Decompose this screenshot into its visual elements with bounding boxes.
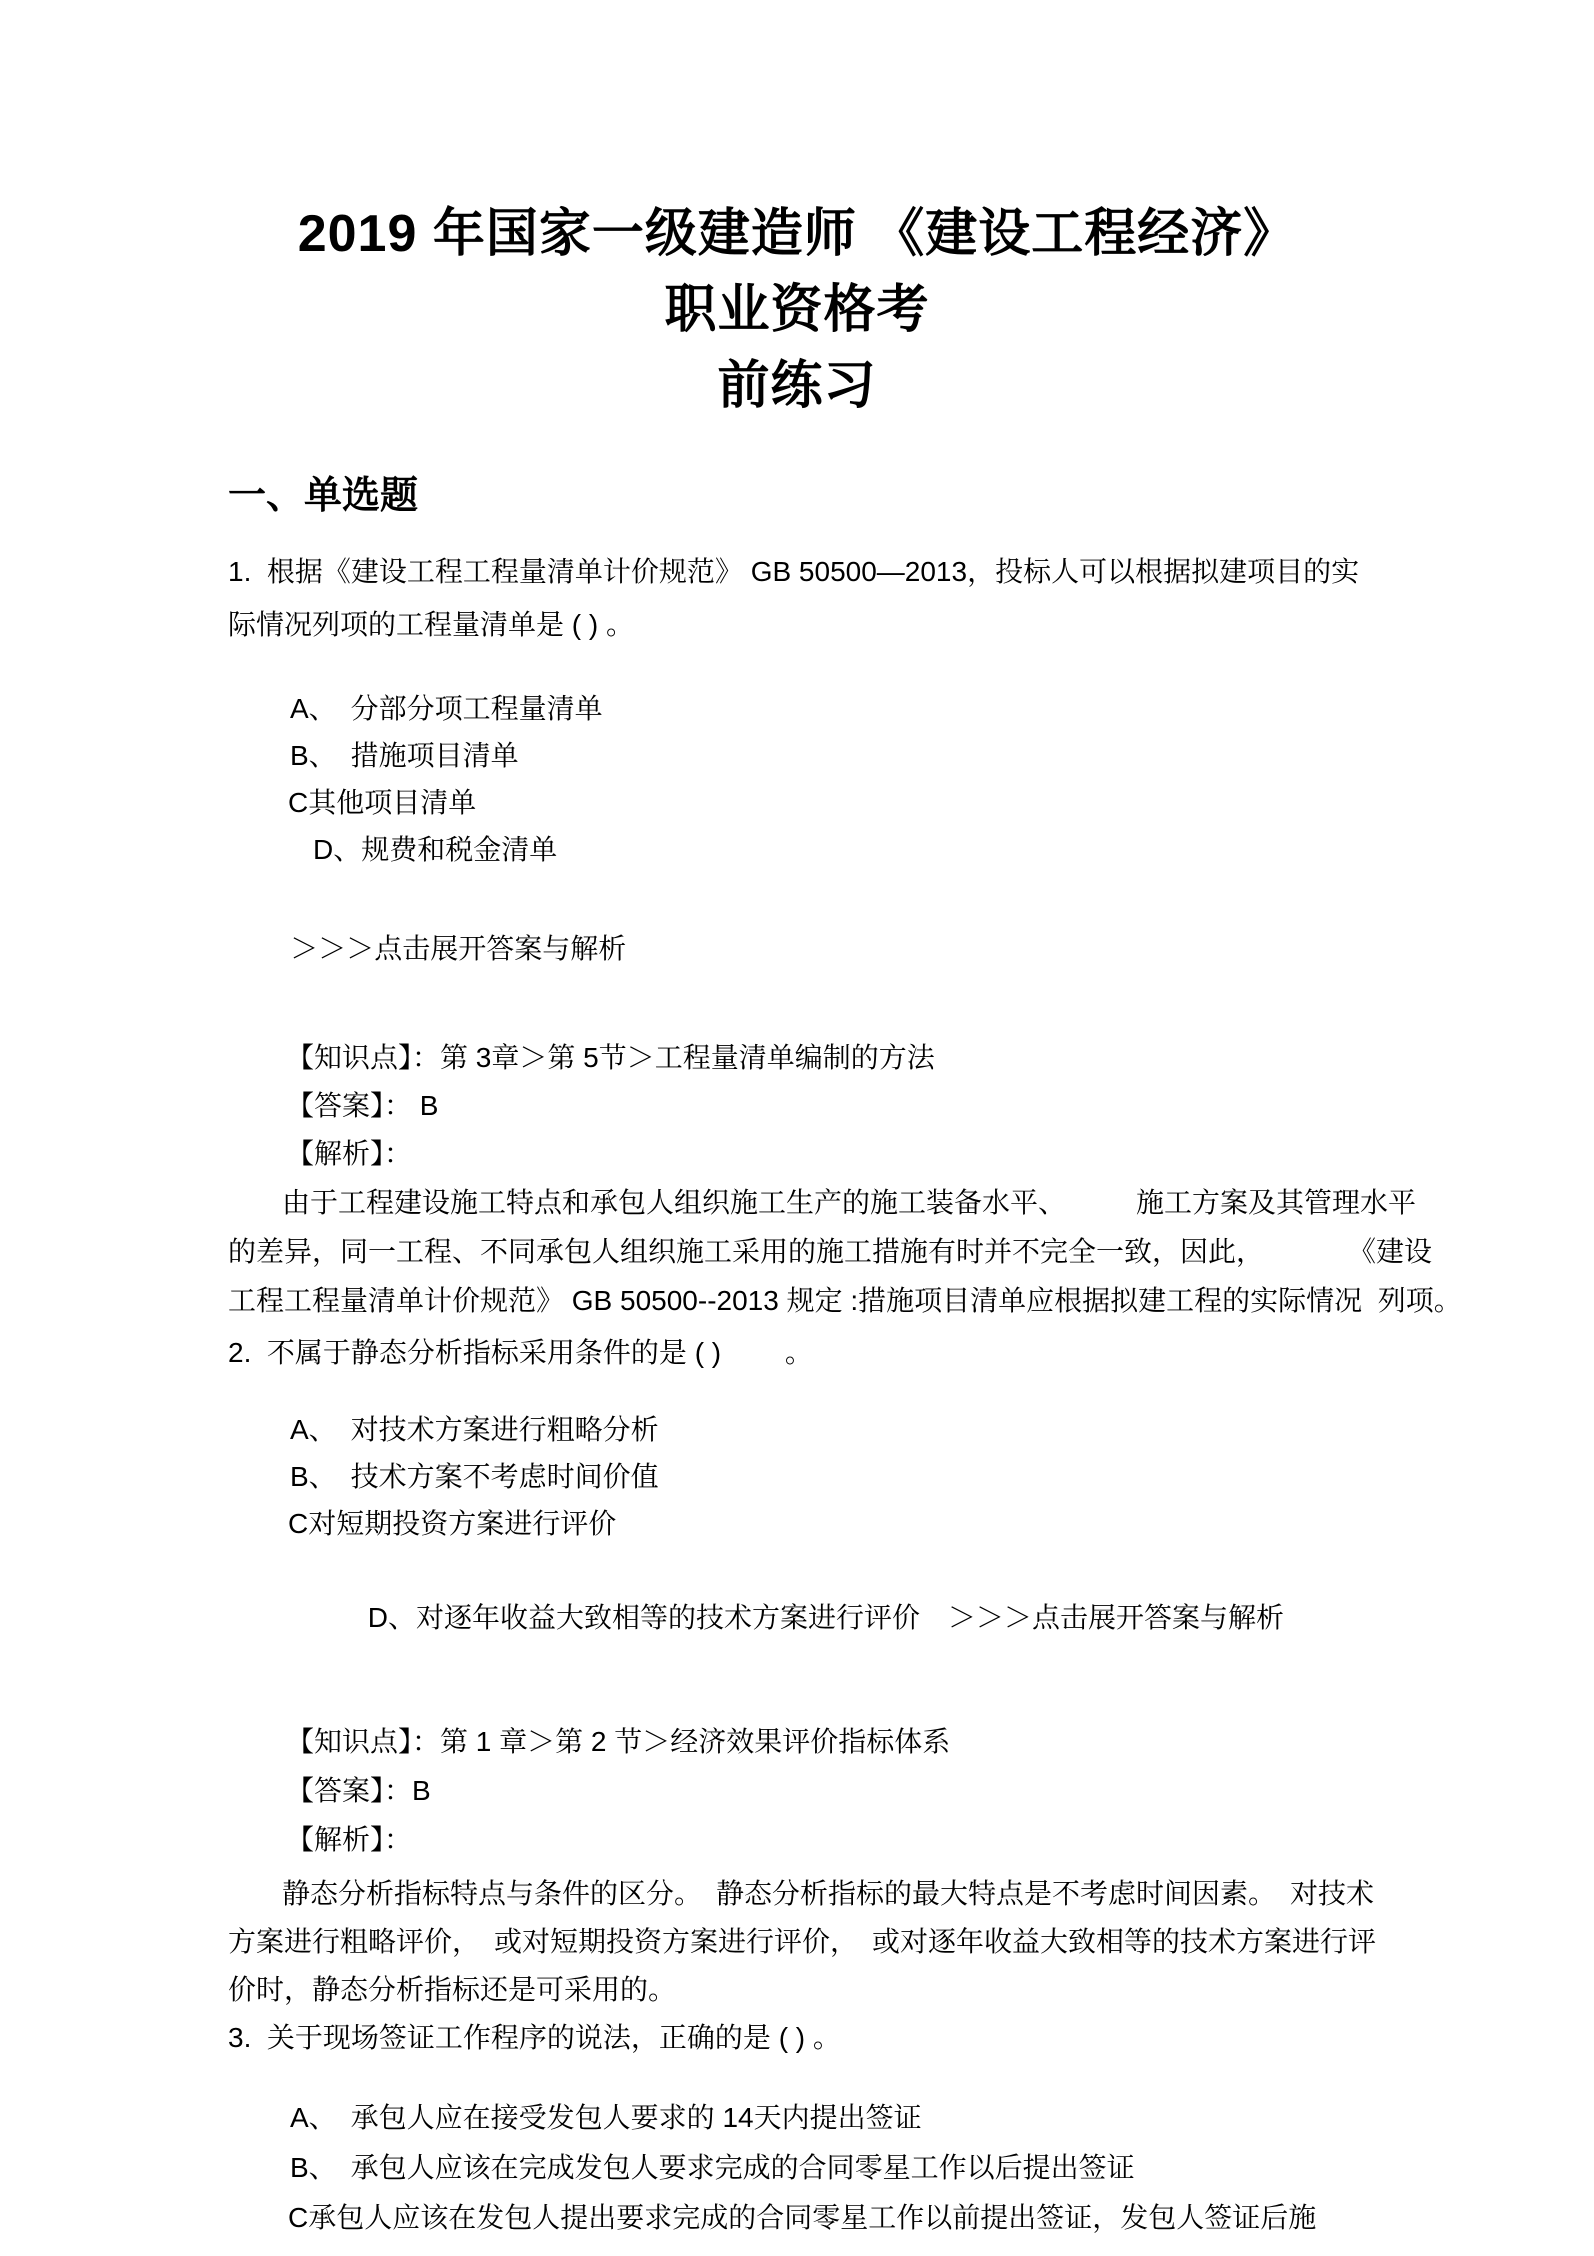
option-b: B、 技术方案不考虑时间价值 — [290, 1461, 659, 1492]
option-d-text: D、对逐年收益大致相等的技术方案进行评价 — [367, 1602, 921, 1633]
option-b: B、 措施项目清单 — [290, 740, 519, 771]
explanation-line: 静态分析指标特点与条件的区分。 静态分析指标的最大特点是不考虑时间因素。 对技术 — [282, 1878, 1375, 1909]
doc-title-line-1: 2019 年国家一级建造师 《建设工程经济》 — [297, 205, 1297, 263]
explanation-line: 由于工程建设施工特点和承包人组织施工生产的施工装备水平、 施工方案及其管理水平 — [282, 1187, 1417, 1218]
question-stem — [228, 2014, 1594, 2062]
option-c: C承包人应该在发包人提出要求完成的合同零星工作以前提出签证，发包人签证后施 — [288, 2202, 1317, 2233]
explanation-line: 的差异，同一工程、不同承包人组织施工采用的施工措施有时并不完全一致，因此， 《建设 — [228, 1236, 1433, 1267]
question-1 — [228, 545, 1594, 1325]
explanation-line: 价时，静态分析指标还是可采用的。 — [228, 1974, 677, 2005]
option-d: D、规费和税金清单 — [313, 834, 558, 865]
expand-answer-link[interactable]: ＞＞＞点击展开答案与解析 — [948, 1602, 1285, 1633]
doc-title — [0, 0, 1594, 424]
expand-answer-row — [228, 878, 1594, 1019]
doc-title-line-3: 前练习 — [717, 357, 877, 415]
answer-block — [286, 1717, 1594, 1864]
question-stem-line: 1. 根据《建设工程工程量清单计价规范》 GB 50500—2013，投标人可以根据拟建项目的实 — [228, 556, 1360, 587]
question-stem-line: 3. 关于现场签证工作程序的说法，正确的是 ( ) 。 — [228, 2022, 841, 2053]
explanation — [228, 1870, 1594, 2014]
answer-block — [286, 1034, 1594, 1178]
explanation-line: 工程工程量清单计价规范》 GB 50500--2013 规定 :措施项目清单应根据拟建工程的实际情况 列项。 — [228, 1285, 1462, 1316]
knowledge-point-line: 【知识点】：第 3章＞第 5节＞工程量清单编制的方法 — [286, 1042, 935, 1073]
analysis-label: 【解析】： — [286, 1138, 413, 1169]
question-stem-line: 2. 不属于静态分析指标采用条件的是 ( ) 。 — [228, 1337, 813, 1368]
question-3 — [228, 2014, 1594, 2243]
answer-line: 【答案】： B — [286, 1090, 439, 1121]
analysis-label: 【解析】： — [286, 1824, 413, 1855]
document-body — [0, 470, 1594, 2243]
question-stem — [228, 1329, 1594, 1377]
question-stem — [228, 545, 1594, 651]
options-list — [228, 2093, 1594, 2243]
explanation-line: 方案进行粗略评价， 或对短期投资方案进行评价， 或对逐年收益大致相等的技术方案进行评 — [228, 1926, 1377, 1957]
option-a: A、 对技术方案进行粗略分析 — [290, 1414, 659, 1445]
expand-answer-link[interactable]: ＞＞＞点击展开答案与解析 — [290, 933, 627, 964]
option-c: C其他项目清单 — [288, 787, 477, 818]
doc-title-line-2: 职业资格考 — [664, 281, 930, 339]
answer-line: 【答案】：B — [286, 1775, 431, 1806]
option-b: B、 承包人应该在完成发包人要求完成的合同零星工作以后提出签证 — [290, 2152, 1135, 2183]
explanation — [228, 1178, 1594, 1325]
option-a: A、 分部分项工程量清单 — [290, 693, 603, 724]
question-stem-line: 际情况列项的工程量清单是 ( ) 。 — [228, 609, 634, 640]
options-list — [228, 1406, 1594, 1688]
knowledge-point-line: 【知识点】：第 1 章＞第 2 节＞经济效果评价指标体系 — [286, 1726, 951, 1757]
option-a: A、 承包人应在接受发包人要求的 14天内提出签证 — [290, 2102, 922, 2133]
option-d — [290, 1547, 1594, 1688]
section-heading: 一、单选题 — [228, 475, 419, 517]
question-2 — [228, 1329, 1594, 2014]
options-list — [228, 685, 1594, 873]
option-c: C对短期投资方案进行评价 — [288, 1508, 617, 1539]
